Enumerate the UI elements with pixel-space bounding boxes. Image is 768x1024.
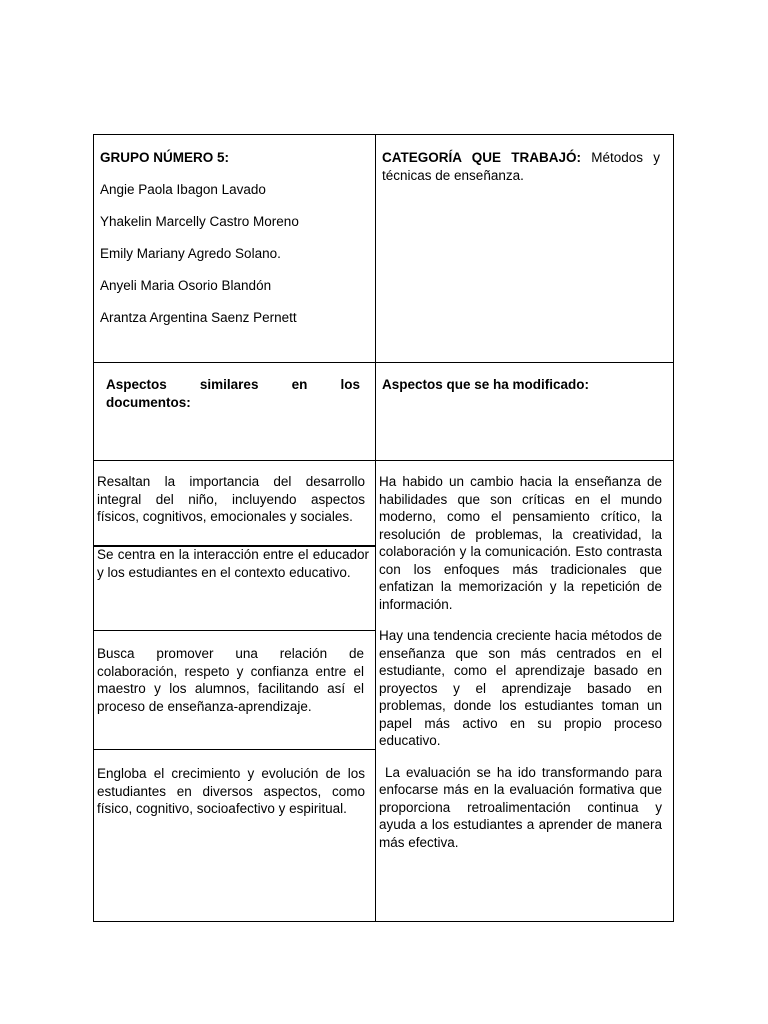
comparison-table [93, 134, 674, 922]
modified-aspect: La evaluación se ha ido transformando para enfocarse más en la evaluación formativa que proporciona retroalimentación continua y ayuda a los estudiantes a aprender de manera más efectiva. [379, 764, 666, 850]
group-member: Emily Mariany Agredo Solano. [100, 246, 281, 261]
header-modified [382, 376, 660, 394]
similar-aspect-text: Se centra en la interacción entre el educador y los estudiantes en el contexto educativo. [97, 547, 369, 580]
similar-aspect-2 [97, 546, 369, 581]
left-row-divider-3 [94, 749, 375, 750]
header-modified-text: Aspectos que se ha modificado: [382, 377, 590, 392]
modified-aspects-cell [379, 473, 666, 865]
column-divider [375, 135, 376, 921]
left-row-divider-2 [94, 630, 375, 631]
similar-aspect-1 [97, 473, 365, 526]
row-divider-2 [94, 460, 674, 461]
similar-aspect-3 [97, 645, 364, 715]
category-text [382, 149, 660, 184]
modified-aspect: Ha habido un cambio hacia la enseñanza de habilidades que son críticas en el mundo moderno, como el pensamiento crítico, la resolución de problemas, la creatividad, la colaboración y la comunicación. Esto contrasta con los enfoques más tradicionales que enfatizan la memorización y la repetición de información. [379, 474, 662, 612]
header-similar [106, 376, 360, 411]
group-member: Arantza Argentina Saenz Pernett [100, 310, 297, 325]
category-cell [382, 149, 660, 184]
group-cell [100, 149, 368, 341]
similar-aspect-text: Engloba el crecimiento y evolución de los estudiantes en diversos aspectos, como físico, cognitivo, socioafectivo y espiritual. [97, 766, 365, 816]
group-member: Yhakelin Marcelly Castro Moreno [100, 214, 299, 229]
modified-aspect: Hay una tendencia creciente hacia métodos de enseñanza que son más centrados en el estudiante, como el aprendizaje basado en proyectos y el aprendizaje basado en problemas, donde los estudiantes toman un papel más activo en su propio proceso educativo. [379, 628, 662, 748]
similar-aspect-4 [97, 765, 365, 818]
category-value: Métodos y técnicas de enseñanza. [382, 150, 660, 183]
similar-aspect-text: Busca promover una relación de colaboración, respeto y confianza entre el maestro y los alumnos, facilitando así el proceso de enseñanza-aprendizaje. [97, 646, 364, 714]
header-similar-text: Aspectos similares en los documentos: [106, 377, 360, 410]
similar-aspect-text: Resaltan la importancia del desarrollo integral del niño, incluyendo aspectos físicos, cognitivos, emocionales y sociales. [97, 474, 365, 524]
row-divider-1 [94, 362, 674, 363]
group-member: Angie Paola Ibagon Lavado [100, 182, 266, 197]
group-title: GRUPO NÚMERO 5: [100, 150, 230, 165]
category-label: CATEGORÍA QUE TRABAJÓ: [382, 150, 581, 165]
group-member: Anyeli Maria Osorio Blandón [100, 278, 272, 293]
